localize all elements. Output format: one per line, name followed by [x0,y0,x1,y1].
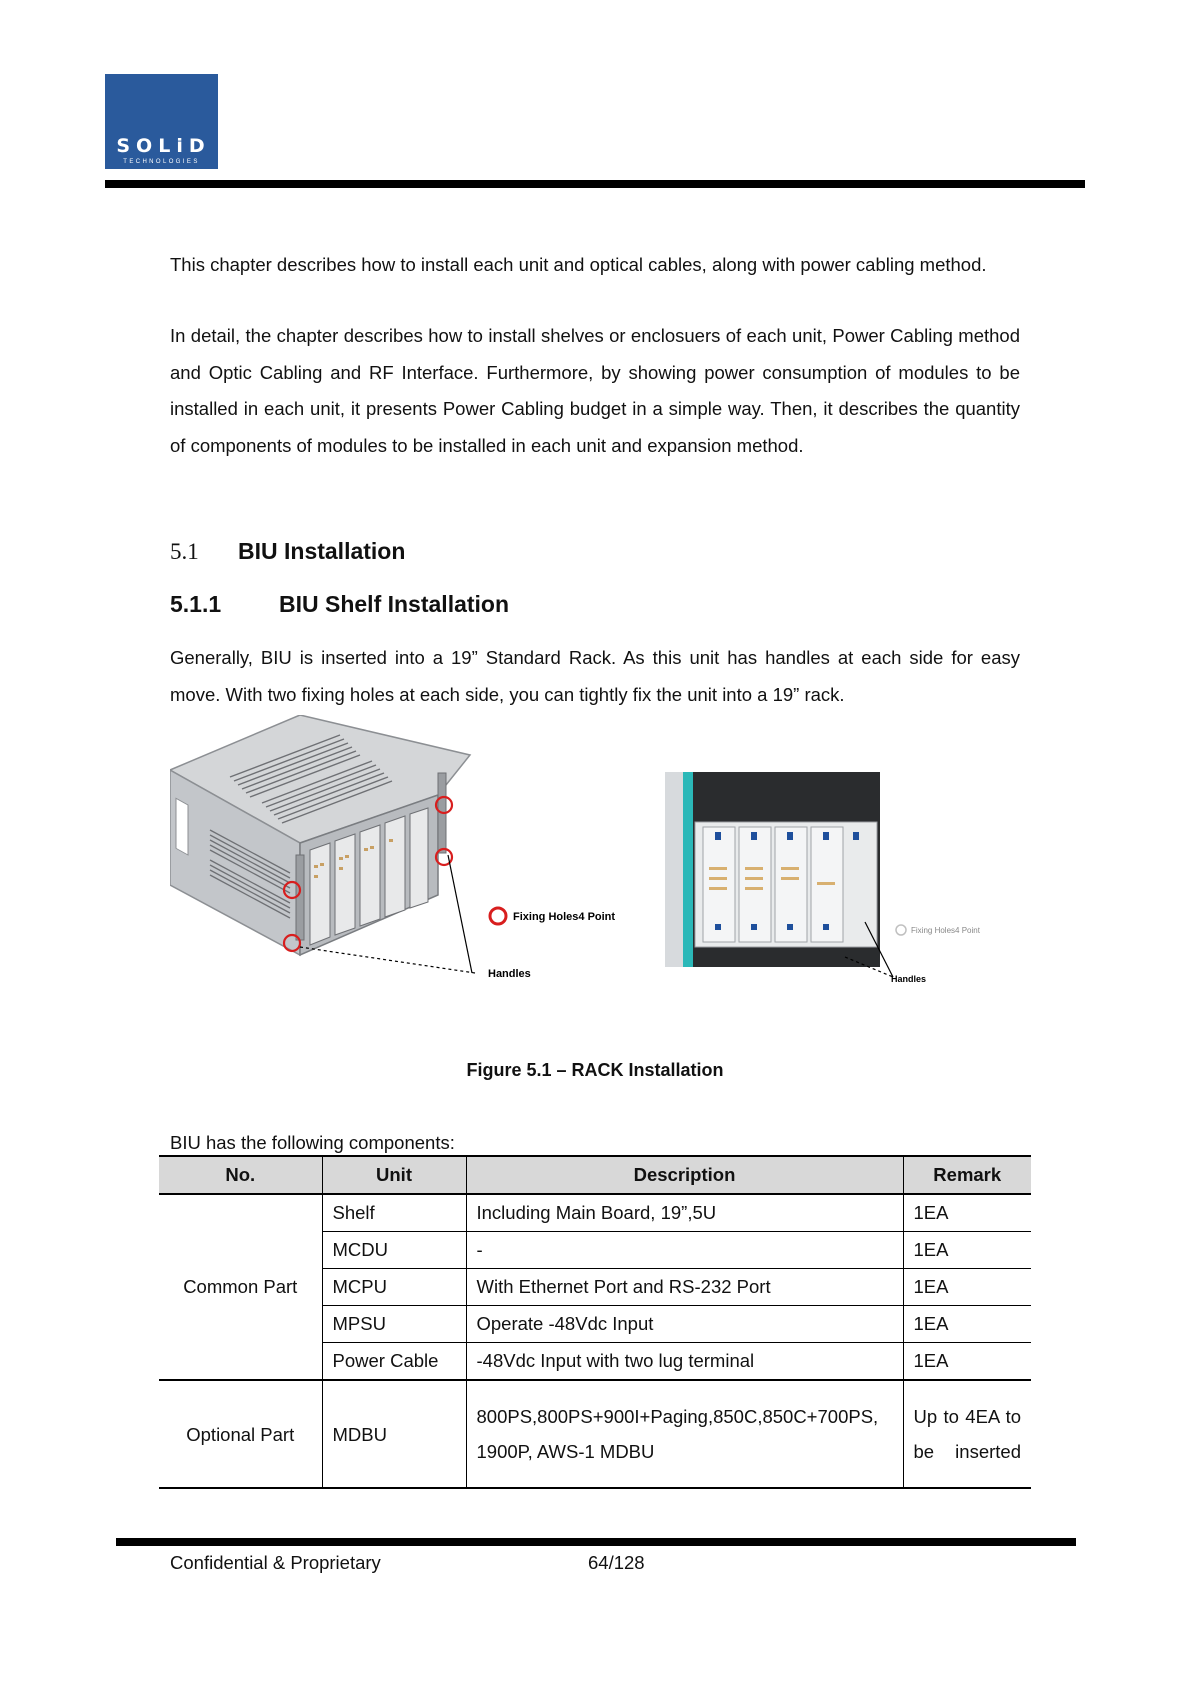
biu-shelf-illustration [170,715,650,985]
cell-unit: MCDU [322,1232,466,1269]
section-title: BIU Installation [238,538,406,564]
table-header-row [159,1156,1031,1194]
logo-text: SOLiD [116,135,211,157]
cell-description: Operate -48Vdc Input [466,1306,903,1343]
page-number: 64/128 [588,1552,645,1573]
rack-installed-photo [665,772,1005,990]
cell-unit: MCPU [322,1269,466,1306]
header-unit: Unit [322,1156,466,1194]
subsection-title: BIU Shelf Installation [279,591,510,617]
subsection-heading [170,591,509,618]
intro-paragraph-1: This chapter describes how to install each unit and optical cables, along with power cabling method. [170,254,987,275]
cell-description: - [466,1232,903,1269]
subsection-number: 5.1.1 [170,591,222,617]
footer-rule [116,1538,1076,1546]
cell-remark: 1EA [903,1194,1031,1232]
fixing-holes-label-right: Fixing Holes4 Point [911,926,980,935]
intro-paragraph-2: In detail, the chapter describes how to install shelves or enclosuers of each unit, Power Cabling method and Optic Cabling and RF Interface. Furthermore, by showing power consumption of modules to be installed in each unit, it presents Power Cabling budget in a simple way. Then, it describes the quantity of components of modules to be installed in each unit and expansion method. [170,325,1020,456]
cell-unit: Shelf [322,1194,466,1232]
table-intro: BIU has the following components: [170,1132,455,1153]
table-row [159,1194,1031,1232]
cell-remark: 1EA [903,1269,1031,1306]
section-number: 5.1 [170,539,199,564]
handles-label-left: Handles [488,968,531,980]
subsection-paragraph: Generally, BIU is inserted into a 19” Standard Rack. As this unit has handles at each side for easy move. With two fixing holes at each side, you can tightly fix the unit into a 19” rack. [170,647,1020,705]
cell-description: With Ethernet Port and RS-232 Port [466,1269,903,1306]
logo-subtext: TECHNOLOGIES [123,159,200,165]
cell-remark: 1EA [903,1232,1031,1269]
group-label-optional: Optional Part [159,1380,322,1488]
group-label-common: Common Part [159,1194,322,1380]
footer-confidential: Confidential & Proprietary [170,1552,381,1573]
header-description: Description [466,1156,903,1194]
cell-remark: 1EA [903,1306,1031,1343]
cell-unit: MPSU [322,1306,466,1343]
cell-description: 800PS,800PS+900I+Paging,850C,850C+700PS, 1900P, AWS-1 MDBU [466,1380,903,1488]
figure-caption: Figure 5.1 – RACK Installation [466,1060,724,1080]
fixing-holes-label-left: Fixing Holes4 Point [513,911,616,923]
cell-remark: Up to 4EA to be inserted [903,1380,1031,1488]
cell-description: -48Vdc Input with two lug terminal [466,1343,903,1381]
company-logo [105,74,218,169]
table-row [159,1380,1031,1488]
header-remark: Remark [903,1156,1031,1194]
cell-description: Including Main Board, 19”,5U [466,1194,903,1232]
section-heading [170,538,405,565]
header-no: No. [159,1156,322,1194]
cell-unit: MDBU [322,1380,466,1488]
handles-label-right: Handles [891,974,927,984]
components-table [159,1155,1031,1489]
header-rule [105,180,1085,188]
cell-unit: Power Cable [322,1343,466,1381]
cell-remark: 1EA [903,1343,1031,1381]
